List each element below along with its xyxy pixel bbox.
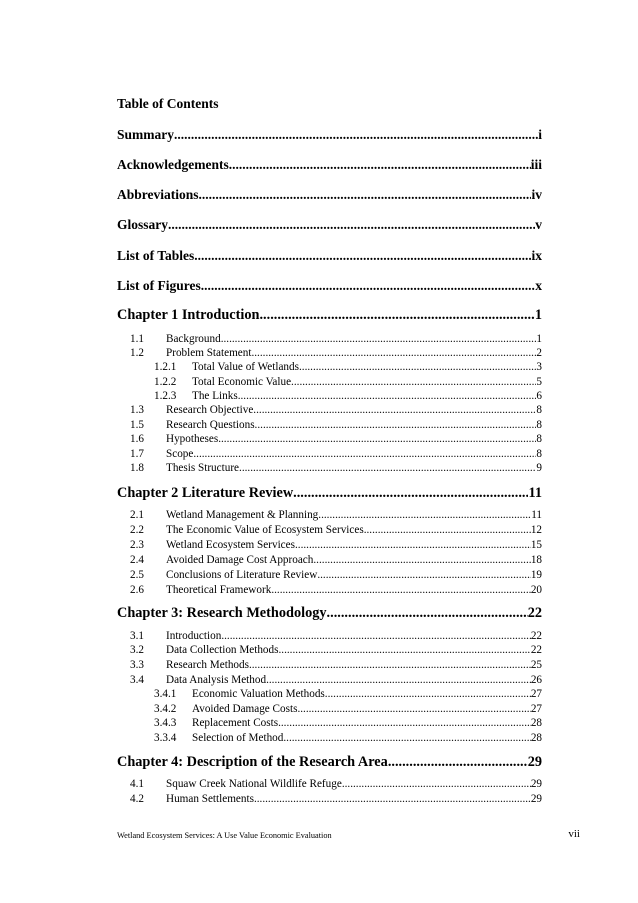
toc-section-page: 12 xyxy=(530,524,542,536)
toc-subsection-label: The Links xyxy=(192,390,238,402)
toc-section-label: The Economic Value of Ecosystem Services xyxy=(166,524,364,536)
toc-section-number: 3.4 xyxy=(130,674,144,686)
toc-subsection-page: 27 xyxy=(530,688,542,700)
toc-subsection[interactable] xyxy=(117,361,542,373)
footer-document-title: Wetland Ecosystem Services: A Use Value Economic Evaluation xyxy=(117,831,332,840)
toc-section[interactable] xyxy=(117,347,542,359)
toc-section-page: 15 xyxy=(530,539,542,551)
toc-section-label: Hypotheses xyxy=(166,433,219,445)
toc-subsection-label: Avoided Damage Costs xyxy=(192,703,298,715)
dot-leader xyxy=(218,433,536,445)
dot-leader xyxy=(193,448,536,460)
dot-leader xyxy=(278,644,530,656)
toc-section-label: Theoretical Framework xyxy=(166,584,272,596)
toc-entry-glossary[interactable] xyxy=(117,217,542,233)
toc-entry-page: i xyxy=(538,127,542,142)
dot-leader xyxy=(174,127,538,143)
toc-section-number: 4.1 xyxy=(130,778,144,790)
toc-section-page: 19 xyxy=(530,569,542,581)
toc-section[interactable] xyxy=(117,333,542,345)
dot-leader xyxy=(199,187,532,203)
toc-section[interactable] xyxy=(117,554,542,566)
toc-section[interactable] xyxy=(117,644,542,656)
toc-entry-list-of-tables[interactable] xyxy=(117,248,542,264)
dot-leader xyxy=(255,419,537,431)
toc-section-page: 29 xyxy=(530,793,542,805)
toc-section-number: 2.1 xyxy=(130,509,144,521)
toc-chapter-3[interactable] xyxy=(117,605,542,622)
toc-subsection-number: 3.3.4 xyxy=(154,732,177,744)
toc-section-label: Squaw Creek National Wildlife Refuge xyxy=(166,778,342,790)
toc-entry-label: Abbreviations xyxy=(117,187,199,202)
toc-subsection-number: 3.4.2 xyxy=(154,703,177,715)
toc-section-number: 1.1 xyxy=(130,333,144,345)
dot-leader xyxy=(253,404,536,416)
toc-subsection-label: Selection of Method xyxy=(192,732,284,744)
dot-leader xyxy=(168,217,535,233)
toc-entry-label: List of Figures xyxy=(117,278,201,293)
toc-section[interactable] xyxy=(117,659,542,671)
dot-leader xyxy=(278,717,531,729)
toc-section[interactable] xyxy=(117,509,542,521)
toc-section-page: 8 xyxy=(536,404,542,416)
toc-section-label: Avoided Damage Cost Approach xyxy=(166,554,314,566)
toc-subsection-page: 6 xyxy=(536,390,542,402)
toc-section-label: Research Methods xyxy=(166,659,249,671)
toc-entry-abbreviations[interactable] xyxy=(117,187,542,203)
toc-section-label: Problem Statement xyxy=(166,347,252,359)
toc-section[interactable] xyxy=(117,569,542,581)
toc-subsection-label: Total Economic Value xyxy=(192,376,292,388)
toc-section-page: 2 xyxy=(536,347,542,359)
dot-leader xyxy=(238,390,537,402)
toc-section[interactable] xyxy=(117,404,542,416)
toc-subsection[interactable] xyxy=(117,390,542,402)
toc-section-number: 1.7 xyxy=(130,448,144,460)
toc-section-page: 9 xyxy=(536,462,542,474)
toc-section-label: Scope xyxy=(166,448,194,460)
toc-chapter-label: Chapter 3: Research Methodology xyxy=(117,605,327,621)
toc-subsection[interactable] xyxy=(117,688,542,700)
toc-subsection-page: 28 xyxy=(530,717,542,729)
toc-chapter-label: Chapter 1 Introduction xyxy=(117,307,260,323)
toc-entry-list-of-figures[interactable] xyxy=(117,278,542,294)
toc-section-label: Research Questions xyxy=(166,419,255,431)
toc-section[interactable] xyxy=(117,433,542,445)
dot-leader xyxy=(251,347,536,359)
toc-chapter-label: Chapter 4: Description of the Research Area xyxy=(117,754,388,770)
toc-subsection[interactable] xyxy=(117,703,542,715)
toc-subsection-page: 28 xyxy=(530,732,542,744)
toc-chapter-2[interactable] xyxy=(117,485,542,502)
toc-subsection-label: Replacement Costs xyxy=(192,717,279,729)
dot-leader xyxy=(254,793,531,805)
toc-entry-label: Summary xyxy=(117,127,174,142)
dot-leader xyxy=(318,509,531,521)
footer-page-number: vii xyxy=(568,828,580,840)
toc-subsection-number: 3.4.1 xyxy=(154,688,177,700)
toc-section-label: Human Settlements xyxy=(166,793,254,805)
toc-section-number: 1.5 xyxy=(130,419,144,431)
dot-leader xyxy=(271,584,531,596)
toc-section-number: 1.8 xyxy=(130,462,144,474)
toc-section-page: 22 xyxy=(530,630,542,642)
toc-chapter-1[interactable] xyxy=(117,307,542,324)
toc-section-number: 1.3 xyxy=(130,404,144,416)
toc-section-label: Thesis Structure xyxy=(166,462,240,474)
toc-chapter-page: 29 xyxy=(527,754,542,770)
toc-subsection-page: 27 xyxy=(530,703,542,715)
toc-subsection-number: 1.2.1 xyxy=(154,361,177,373)
toc-section[interactable] xyxy=(117,793,542,805)
dot-leader xyxy=(194,248,531,264)
toc-entry-page: x xyxy=(535,278,542,293)
toc-section-page: 8 xyxy=(536,433,542,445)
toc-entry-label: Acknowledgements xyxy=(117,157,229,172)
toc-section-number: 2.4 xyxy=(130,554,144,566)
toc-chapter-page: 1 xyxy=(534,307,542,323)
toc-section-page: 8 xyxy=(536,419,542,431)
toc-chapter-page: 22 xyxy=(527,605,542,621)
toc-section-page: 29 xyxy=(530,778,542,790)
toc-subsection-number: 1.2.2 xyxy=(154,376,177,388)
toc-section-label: Conclusions of Literature Review xyxy=(166,569,318,581)
toc-subsection-number: 1.2.3 xyxy=(154,390,177,402)
dot-leader xyxy=(299,361,536,373)
dot-leader xyxy=(221,630,531,642)
dot-leader xyxy=(297,703,530,715)
toc-section-page: 8 xyxy=(536,448,542,460)
toc-entry-label: Glossary xyxy=(117,217,169,232)
dot-leader xyxy=(325,688,531,700)
toc-subsection-label: Total Value of Wetlands xyxy=(192,361,299,373)
dot-leader xyxy=(201,278,536,294)
toc-subsection-page: 5 xyxy=(536,376,542,388)
toc-section-label: Introduction xyxy=(166,630,222,642)
dot-leader xyxy=(229,157,531,173)
toc-section-number: 2.5 xyxy=(130,569,144,581)
toc-section-page: 11 xyxy=(531,509,542,521)
toc-entry-page: iv xyxy=(531,187,542,202)
toc-section-number: 2.6 xyxy=(130,584,144,596)
toc-section-number: 2.3 xyxy=(130,539,144,551)
toc-entry-page: iii xyxy=(530,157,542,172)
toc-subsection[interactable] xyxy=(117,732,542,744)
toc-section-page: 20 xyxy=(530,584,542,596)
dot-leader xyxy=(239,462,536,474)
toc-entry-page: v xyxy=(535,217,542,232)
toc-section-number: 1.2 xyxy=(130,347,144,359)
toc-subsection-page: 3 xyxy=(536,361,542,373)
toc-section-label: Wetland Ecosystem Services xyxy=(166,539,295,551)
toc-section-label: Data Analysis Method xyxy=(166,674,267,686)
dot-leader xyxy=(221,333,537,345)
toc-section[interactable] xyxy=(117,462,542,474)
toc-section[interactable] xyxy=(117,448,542,460)
toc-section-page: 25 xyxy=(530,659,542,671)
toc-section-number: 2.2 xyxy=(130,524,144,536)
dot-leader xyxy=(249,659,531,671)
toc-section-page: 26 xyxy=(530,674,542,686)
toc-section[interactable] xyxy=(117,778,542,790)
dot-leader xyxy=(342,778,531,790)
toc-section-label: Background xyxy=(166,333,221,345)
dot-leader xyxy=(388,754,528,771)
toc-section[interactable] xyxy=(117,674,542,686)
toc-subsection[interactable] xyxy=(117,376,542,388)
toc-section-number: 3.1 xyxy=(130,630,144,642)
dot-leader xyxy=(317,569,531,581)
toc-section-number: 1.6 xyxy=(130,433,144,445)
toc-section[interactable] xyxy=(117,524,542,536)
toc-entry-page: ix xyxy=(531,248,542,263)
toc-section[interactable] xyxy=(117,419,542,431)
dot-leader xyxy=(313,554,530,566)
toc-section[interactable] xyxy=(117,584,542,596)
toc-section-page: 22 xyxy=(530,644,542,656)
dot-leader xyxy=(293,485,528,502)
toc-section-label: Wetland Management & Planning xyxy=(166,509,319,521)
toc-subsection-number: 3.4.3 xyxy=(154,717,177,729)
toc-section-number: 3.3 xyxy=(130,659,144,671)
toc-chapter-4[interactable] xyxy=(117,754,542,771)
dot-leader xyxy=(327,605,528,622)
toc-title: Table of Contents xyxy=(117,96,219,111)
toc-section-page: 1 xyxy=(536,333,542,345)
toc-section-number: 3.2 xyxy=(130,644,144,656)
dot-leader xyxy=(364,524,531,536)
toc-entry-acknowledgements[interactable] xyxy=(117,157,542,173)
toc-section-label: Data Collection Methods xyxy=(166,644,279,656)
toc-section[interactable] xyxy=(117,539,542,551)
dot-leader xyxy=(295,539,531,551)
toc-section[interactable] xyxy=(117,630,542,642)
dot-leader xyxy=(283,732,530,744)
toc-section-label: Research Objective xyxy=(166,404,254,416)
toc-subsection-label: Economic Valuation Methods xyxy=(192,688,325,700)
toc-entry-summary[interactable] xyxy=(117,127,542,143)
toc-chapter-page: 11 xyxy=(528,485,542,501)
toc-entry-label: List of Tables xyxy=(117,248,195,263)
toc-section-number: 4.2 xyxy=(130,793,144,805)
dot-leader xyxy=(259,307,534,324)
dot-leader xyxy=(266,674,531,686)
dot-leader xyxy=(291,376,536,388)
toc-chapter-label: Chapter 2 Literature Review xyxy=(117,485,294,501)
toc-subsection[interactable] xyxy=(117,717,542,729)
toc-section-page: 18 xyxy=(530,554,542,566)
